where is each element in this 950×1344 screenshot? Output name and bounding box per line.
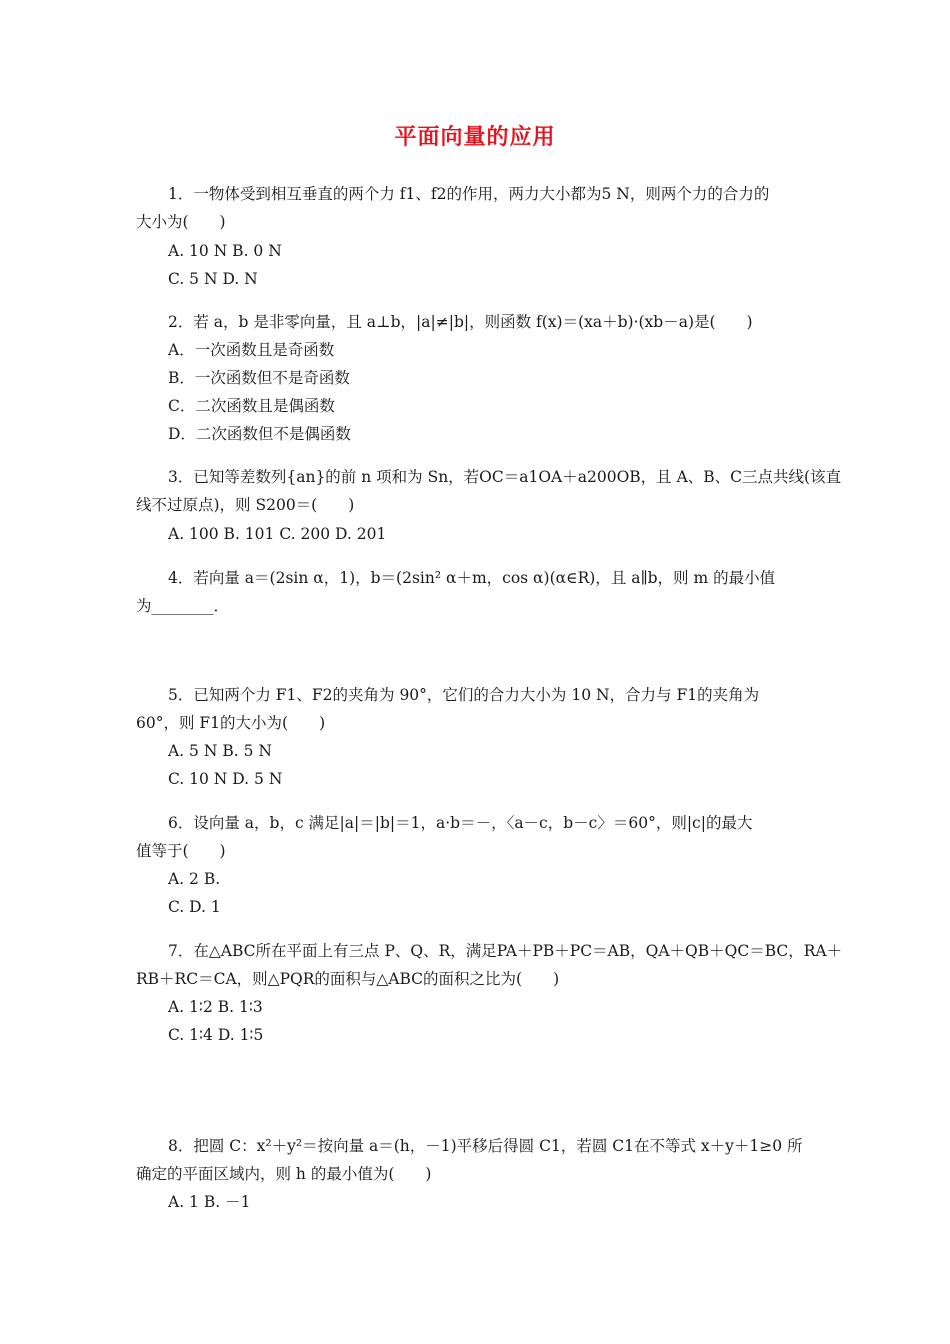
question-2-option-b: B．一次函数但不是奇函数 [168, 369, 350, 387]
question-5-stem-line-1: 5．已知两个力 F1、F2的夹角为 90°，它们的合力大小为 10 N，合力与 F1的夹角为 [168, 686, 760, 704]
question-7-options-row-2: C. 1∶4 D. 1∶5 [168, 1026, 264, 1044]
question-1-options-row-1: A. 10 N B. 0 N [168, 242, 282, 260]
question-2-stem-line-1: 2．若 a，b 是非零向量，且 a⊥b，|a|≠|b|，则函数 f(x)＝(xa＋b)·(xb－a)是( ) [168, 313, 753, 331]
question-6-options-row-1: A. 2 B. [168, 870, 221, 888]
question-1-stem-line-2: 大小为( ) [136, 213, 226, 231]
question-2-option-c: C．二次函数且是偶函数 [168, 397, 335, 415]
question-2-option-d: D．二次函数但不是偶函数 [168, 425, 351, 443]
question-8-options-row: A. 1 B. －1 [168, 1193, 251, 1211]
question-4-stem-line-1: 4．若向量 a＝(2sin α，1)，b＝(2sin² α＋m，cos α)(α∈R)，且 a∥b，则 m 的最小值 [168, 569, 776, 587]
page-title: 平面向量的应用 [394, 125, 556, 150]
question-7-stem-line-1: 7．在△ABC所在平面上有三点 P、Q、R，满足PA＋PB＋PC＝AB，QA＋QB＋QC＝BC，RA＋ [168, 942, 843, 960]
question-4-stem-line-2: 为________． [136, 597, 230, 615]
question-8-stem-line-2: 确定的平面区域内，则 h 的最小值为( ) [136, 1165, 432, 1183]
question-1-stem-line-1: 1．一物体受到相互垂直的两个力 f1、f2的作用，两力大小都为5 N，则两个力的合力的 [168, 185, 770, 203]
question-6-stem-line-1: 6．设向量 a，b，c 满足|a|＝|b|＝1，a·b＝－，〈a－c，b－c〉＝60°，则|c|的最大 [168, 814, 753, 832]
question-5-options-row-1: A. 5 N B. 5 N [168, 742, 272, 760]
question-7-stem-line-2: RB＋RC＝CA，则△PQR的面积与△ABC的面积之比为( ) [136, 970, 560, 988]
question-2-option-a: A．一次函数且是奇函数 [168, 341, 335, 359]
question-3-stem-line-1: 3．已知等差数列{an}的前 n 项和为 Sn，若OC＝a1OA＋a200OB，且 A、B、C三点共线(该直 [168, 468, 842, 486]
question-7-options-row-1: A. 1∶2 B. 1∶3 [168, 998, 263, 1016]
question-5-options-row-2: C. 10 N D. 5 N [168, 770, 283, 788]
question-1-options-row-2: C. 5 N D. N [168, 270, 258, 288]
question-6-options-row-2: C. D. 1 [168, 898, 221, 916]
question-3-options-row: A. 100 B. 101 C. 200 D. 201 [168, 525, 387, 543]
question-3-stem-line-2: 线不过原点)，则 S200＝( ) [136, 496, 355, 514]
question-8-stem-line-1: 8．把圆 C：x²＋y²＝按向量 a＝(h，－1)平移后得圆 C1，若圆 C1在不等式 x＋y＋1≥0 所 [168, 1137, 803, 1155]
question-5-stem-line-2: 60°，则 F1的大小为( ) [136, 714, 326, 732]
question-6-stem-line-2: 值等于( ) [136, 842, 226, 860]
